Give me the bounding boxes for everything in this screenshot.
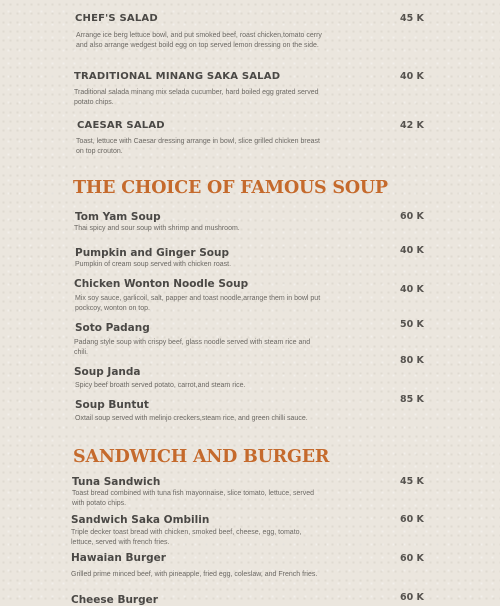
menu-item-description: Toast bread combined with tuna fish mayonnaise, slice tomato, lettuce, served with potato chips. <box>72 490 315 507</box>
menu-item-description: Oxtail soup served with melinjo creckers,steam rice, and green chilli sauce. <box>75 415 308 422</box>
menu-item-description: Padang style soup with crispy beef, glass noodle served with steam rice and chili. <box>74 339 311 356</box>
menu-item-name: TRADITIONAL MINANG SAKA SALAD <box>74 71 281 82</box>
menu-item-description: Traditional salada minang mix selada cucumber, hard boiled egg grated served potato chips. <box>74 89 319 106</box>
menu-item-price: 40 K <box>400 284 424 295</box>
menu-item-price: 45 K <box>400 13 424 24</box>
section-title-sandwich: SANDWICH AND BURGER <box>73 447 330 467</box>
menu-item-price: 42 K <box>400 120 424 131</box>
menu-item-description: Mix soy sauce, garlicoil, salt, papper and toast noodle,arrange them in bowl put pockcoy, wonton on top. <box>75 295 321 312</box>
menu-item-description: Thai spicy and sour soup with shrimp and mushroom. <box>74 225 240 232</box>
menu-item-name: Soup Janda <box>74 366 141 378</box>
menu-item-name: Tuna Sandwich <box>72 476 161 488</box>
menu-item-name: Cheese Burger <box>71 594 158 606</box>
menu-item-description: Spicy beef broath served potato, carrot,and steam rice. <box>75 382 246 389</box>
menu-item-description: Toast, lettuce with Caesar dressing arrange in bowl, slice grilled chicken breast on top crouton. <box>76 138 320 155</box>
menu-item-name: Tom Yam Soup <box>75 211 161 223</box>
menu-item-price: 45 K <box>400 476 424 487</box>
menu-item-description: Pumpkin of cream soup served with chicken roast. <box>75 261 232 268</box>
menu-item-price: 50 K <box>400 319 424 330</box>
menu-item-name: Sandwich Saka Ombilin <box>71 514 210 526</box>
menu-item-name: Pumpkin and Ginger Soup <box>75 247 230 259</box>
menu-item-name: Hawaian Burger <box>71 552 166 564</box>
menu-item-price: 85 K <box>400 394 424 405</box>
menu-item-price: 60 K <box>400 553 424 564</box>
menu-item-price: 60 K <box>400 592 424 603</box>
menu-item-name: Chicken Wonton Noodle Soup <box>74 278 249 290</box>
menu-item-price: 80 K <box>400 355 424 366</box>
menu-item-name: Soup Buntut <box>75 399 149 411</box>
menu-item-price: 40 K <box>400 71 424 82</box>
menu-item-name: CAESAR SALAD <box>77 120 165 131</box>
menu-item-price: 40 K <box>400 245 424 256</box>
menu-item-description: Arrange ice berg lettuce bowl, and put smoked beef, roast chicken,tomato cerry and also arrange wedgest boild egg on top served lemon dressing on the side. <box>76 32 322 49</box>
menu-item-name: CHEF'S SALAD <box>75 13 158 24</box>
menu-item-description: Grilled prime minced beef, with pineapple, fried egg, coleslaw, and French fries. <box>71 571 318 578</box>
menu-item-price: 60 K <box>400 514 424 525</box>
menu-item-price: 60 K <box>400 211 424 222</box>
menu-item-name: Soto Padang <box>75 322 150 334</box>
section-title-soup: THE CHOICE OF FAMOUS SOUP <box>73 178 388 198</box>
menu-item-description: Triple decker toast bread with chicken, smoked beef, cheese, egg, tomato, lettuce, served with french fries. <box>71 529 302 546</box>
